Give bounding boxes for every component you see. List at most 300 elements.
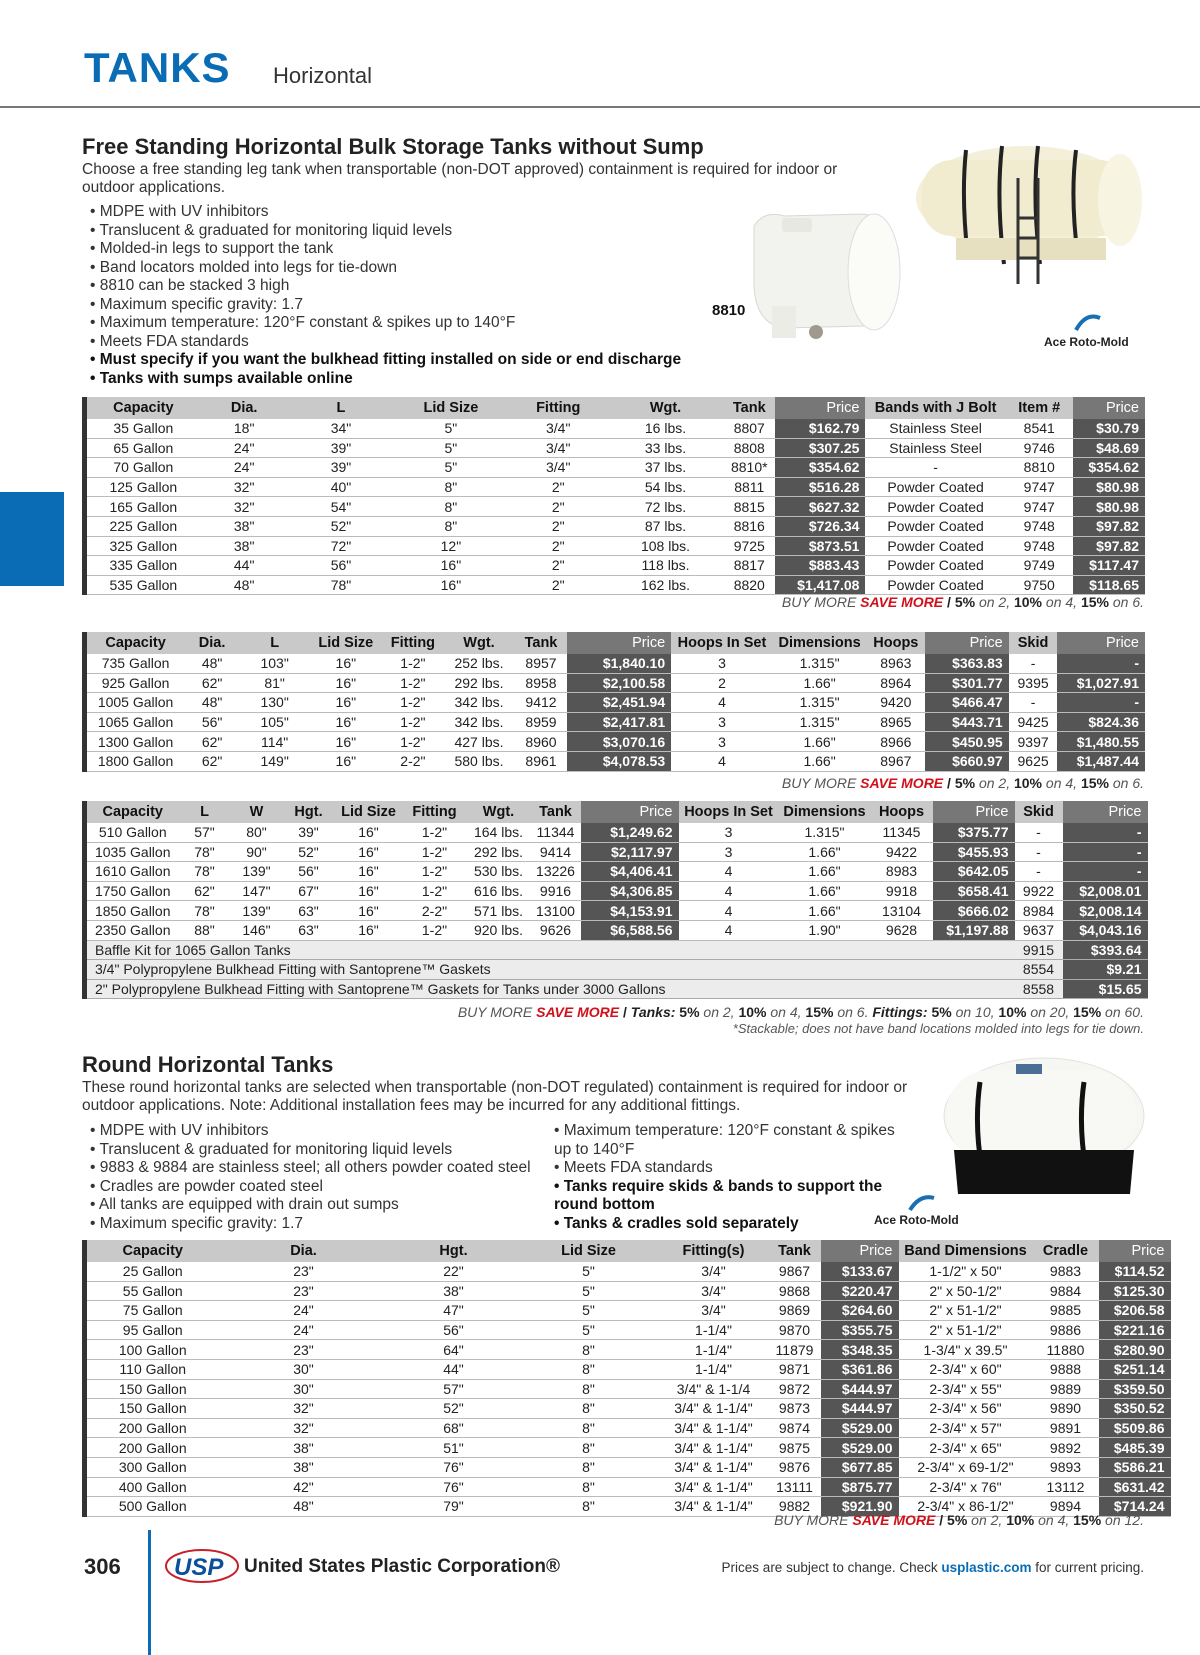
ace-roto-mold-logo-2 xyxy=(870,1192,980,1237)
table-cell: 16" xyxy=(309,673,382,693)
table-cell: $280.90 xyxy=(1099,1340,1171,1360)
column-header: Hgt. xyxy=(389,1240,519,1262)
round-tank-price-table xyxy=(82,1240,1171,1517)
table-cell: 32" xyxy=(200,497,289,517)
table-cell: $307.25 xyxy=(775,438,865,458)
table-cell: $48.69 xyxy=(1073,438,1145,458)
table-cell: 9889 xyxy=(1033,1379,1099,1399)
table-cell: 8" xyxy=(519,1359,659,1379)
accessory-description: Baffle Kit for 1065 Gallon Tanks xyxy=(85,940,1015,960)
table-cell: $97.82 xyxy=(1073,516,1145,536)
pricing-note: Prices are subject to change. Check usplastic.com for current pricing. xyxy=(721,1560,1144,1575)
table-cell: $133.67 xyxy=(821,1262,899,1281)
list-item: • Band locators molded into legs for tie-down xyxy=(90,259,942,278)
table-cell: $2,451.94 xyxy=(567,693,671,713)
table-cell: 95 Gallon xyxy=(85,1320,219,1340)
table-cell: 62" xyxy=(179,881,231,901)
table-cell: 1-3/4" x 39.5" xyxy=(899,1340,1033,1360)
table-cell: $375.77 xyxy=(933,823,1015,842)
table-cell: $30.79 xyxy=(1073,419,1145,438)
table-cell: $97.82 xyxy=(1073,536,1145,556)
column-header: Tank xyxy=(769,1240,821,1262)
table-cell: 1-2" xyxy=(403,920,467,940)
table-row xyxy=(85,842,1148,862)
table-cell: 3/4" & 1-1/4" xyxy=(659,1457,769,1477)
table-cell: 114" xyxy=(240,732,309,752)
table-row xyxy=(85,1399,1171,1419)
table-cell: 1.66" xyxy=(779,881,871,901)
table-cell: 72" xyxy=(289,536,394,556)
table-cell: 9871 xyxy=(769,1359,821,1379)
table-cell: Powder Coated xyxy=(865,477,1005,497)
table-cell: 9875 xyxy=(769,1438,821,1458)
table-cell: $726.34 xyxy=(775,516,865,536)
table-cell: 16" xyxy=(335,881,403,901)
table-cell: $348.35 xyxy=(821,1340,899,1360)
column-header: Capacity xyxy=(85,397,200,419)
table-cell: 1035 Gallon xyxy=(85,842,179,862)
table-cell: 90" xyxy=(231,842,283,862)
table-cell: 2" x 50-1/2" xyxy=(899,1281,1033,1301)
table-cell: $1,249.62 xyxy=(581,823,679,842)
table-cell: 2-3/4" x 76" xyxy=(899,1477,1033,1497)
table-cell: 8984 xyxy=(1015,901,1063,921)
column-header: Dia. xyxy=(184,632,240,654)
column-header: Wgt. xyxy=(608,397,723,419)
table-cell: 3/4" xyxy=(659,1281,769,1301)
table-cell: 292 lbs. xyxy=(467,842,531,862)
table-cell: 37 lbs. xyxy=(608,458,723,478)
table-cell: 12" xyxy=(393,536,508,556)
table-cell: 24" xyxy=(219,1301,389,1321)
table-cell: 2" x 51-1/2" xyxy=(899,1320,1033,1340)
table-cell: 16" xyxy=(335,901,403,921)
table-cell: $363.83 xyxy=(925,654,1008,673)
list-item: • Maximum temperature: 120°F constant & spikes up to 140°F xyxy=(554,1122,914,1159)
hoop-tank-price-table xyxy=(82,632,1145,772)
table-row xyxy=(85,1340,1171,1360)
table-cell: 38" xyxy=(389,1281,519,1301)
table-cell: $627.32 xyxy=(775,497,865,517)
table-header-row xyxy=(85,801,1148,823)
column-header: Capacity xyxy=(85,1240,219,1262)
table-cell: - xyxy=(1063,823,1148,842)
table-cell: 30" xyxy=(219,1379,389,1399)
table-row xyxy=(85,497,1146,517)
table-cell: 2" xyxy=(508,477,607,497)
table-cell: 78" xyxy=(289,575,394,595)
table-row xyxy=(85,862,1148,882)
list-item: • All tanks are equipped with drain out sumps xyxy=(90,1196,560,1215)
table-cell: - xyxy=(1009,654,1058,673)
table-cell: 81" xyxy=(240,673,309,693)
column-header: Lid Size xyxy=(519,1240,659,1262)
logo-text: Ace Roto-Mold xyxy=(1044,335,1129,349)
ace-roto-mold-logo xyxy=(1036,310,1146,359)
accessory-price: $393.64 xyxy=(1063,940,1148,960)
section-tab-marker xyxy=(0,492,64,586)
website-link[interactable]: usplastic.com xyxy=(941,1560,1032,1575)
table-cell: 8959 xyxy=(515,712,568,732)
table-cell: 8965 xyxy=(866,712,925,732)
table-cell: $220.47 xyxy=(821,1281,899,1301)
tank-8810-label: 8810 xyxy=(712,302,746,319)
accessory-row xyxy=(85,979,1148,999)
table-cell: $125.30 xyxy=(1099,1281,1171,1301)
table-cell: 2-3/4" x 57" xyxy=(899,1418,1033,1438)
table-cell: $1,417.08 xyxy=(775,575,865,595)
table-cell: 3/4" & 1-1/4" xyxy=(659,1438,769,1458)
table-cell: 67" xyxy=(283,881,335,901)
table-cell: 34" xyxy=(289,419,394,438)
table-cell: 139" xyxy=(231,862,283,882)
table-cell: Powder Coated xyxy=(865,516,1005,536)
column-header: Lid Size xyxy=(393,397,508,419)
table-cell: 8957 xyxy=(515,654,568,673)
table-cell: $466.47 xyxy=(925,693,1008,713)
table-cell: 342 lbs. xyxy=(443,712,514,732)
table-cell: 54" xyxy=(289,497,394,517)
stackable-footnote: *Stackable; does not have band locations molded into legs for tie down. xyxy=(732,1021,1144,1036)
table-cell: 1850 Gallon xyxy=(85,901,179,921)
table-cell: 38" xyxy=(200,516,289,536)
table-cell: 571 lbs. xyxy=(467,901,531,921)
table-cell: 16" xyxy=(393,575,508,595)
table-cell: 75 Gallon xyxy=(85,1301,219,1321)
table-cell: 78" xyxy=(179,901,231,921)
table-cell: 9397 xyxy=(1009,732,1058,752)
table-cell: 1-1/2" x 50" xyxy=(899,1262,1033,1281)
table-cell: 13100 xyxy=(531,901,581,921)
horizontal-leg-tank-image xyxy=(906,138,1146,288)
table-cell: 2350 Gallon xyxy=(85,920,179,940)
column-header: Capacity xyxy=(85,801,179,823)
table-cell: $2,417.81 xyxy=(567,712,671,732)
table-cell: 16" xyxy=(309,732,382,752)
table-row xyxy=(85,1438,1171,1458)
table-cell: 510 Gallon xyxy=(85,823,179,842)
table-cell: 39" xyxy=(289,458,394,478)
table-cell: 16" xyxy=(309,693,382,713)
table-cell: 8963 xyxy=(866,654,925,673)
logo-text: Ace Roto-Mold xyxy=(874,1213,959,1227)
table-cell: 11880 xyxy=(1033,1340,1099,1360)
table-cell: 9725 xyxy=(723,536,775,556)
table-cell: $444.97 xyxy=(821,1399,899,1419)
table-cell: 8808 xyxy=(723,438,775,458)
table-cell: 2" xyxy=(508,536,607,556)
table-cell: 9882 xyxy=(769,1497,821,1517)
column-header: Price xyxy=(775,397,865,419)
column-header: Dia. xyxy=(200,397,289,419)
table-cell: $354.62 xyxy=(775,458,865,478)
table-cell: 8820 xyxy=(723,575,775,595)
table-row xyxy=(85,654,1146,673)
leg-tank-price-table xyxy=(82,397,1145,595)
table-cell: 335 Gallon xyxy=(85,556,200,576)
table-header-row xyxy=(85,632,1146,654)
table-cell: 44" xyxy=(389,1359,519,1379)
table-cell: 3 xyxy=(679,823,779,842)
table-cell: 342 lbs. xyxy=(443,693,514,713)
table-row xyxy=(85,901,1148,921)
column-header: L xyxy=(289,397,394,419)
table-cell: 9888 xyxy=(1033,1359,1099,1379)
table-cell: 400 Gallon xyxy=(85,1477,219,1497)
column-header: L xyxy=(179,801,231,823)
table-cell: 8983 xyxy=(871,862,933,882)
table-cell: 8961 xyxy=(515,751,568,771)
table-cell: 35 Gallon xyxy=(85,419,200,438)
table-cell: - xyxy=(1057,693,1145,713)
table-cell: 164 lbs. xyxy=(467,823,531,842)
table-cell: 139" xyxy=(231,901,283,921)
accessory-description: 3/4" Polypropylene Bulkhead Fitting with Santoprene™ Gaskets xyxy=(85,960,1015,980)
table-cell: - xyxy=(1063,842,1148,862)
column-header: Lid Size xyxy=(335,801,403,823)
table-cell: $714.24 xyxy=(1099,1497,1171,1517)
table-cell: 8810 xyxy=(1006,458,1073,478)
table-cell: 105" xyxy=(240,712,309,732)
table-cell: 8" xyxy=(519,1457,659,1477)
column-header: Hgt. xyxy=(283,801,335,823)
table-cell: 9746 xyxy=(1006,438,1073,458)
column-header: Tank xyxy=(531,801,581,823)
table-row xyxy=(85,1320,1171,1340)
section-title: Round Horizontal Tanks xyxy=(82,1052,334,1077)
table-cell: 1.66" xyxy=(773,751,867,771)
table-cell: $359.50 xyxy=(1099,1379,1171,1399)
table-cell: $631.42 xyxy=(1099,1477,1171,1497)
promo-line-1: BUY MORE SAVE MORE / 5% on 2, 10% on 4, 15% on 6. xyxy=(781,594,1144,610)
table-cell: $921.90 xyxy=(821,1497,899,1517)
table-cell: 52" xyxy=(283,842,335,862)
table-cell: - xyxy=(865,458,1005,478)
table-cell: 735 Gallon xyxy=(85,654,185,673)
table-cell: 9625 xyxy=(1009,751,1058,771)
table-cell: 3/4" & 1-1/4" xyxy=(659,1399,769,1419)
list-item: • Tanks & cradles sold separately xyxy=(554,1215,914,1234)
table-cell: 23" xyxy=(219,1262,389,1281)
table-cell: 9872 xyxy=(769,1379,821,1399)
table-cell: 9916 xyxy=(531,881,581,901)
table-row xyxy=(85,556,1146,576)
table-cell: 87 lbs. xyxy=(608,516,723,536)
table-cell: 13226 xyxy=(531,862,581,882)
table-cell: $642.05 xyxy=(933,862,1015,882)
feature-list-right xyxy=(554,1122,914,1233)
table-cell: 8" xyxy=(393,497,508,517)
column-header: Band Dimensions xyxy=(899,1240,1033,1262)
table-cell: 2" xyxy=(508,575,607,595)
column-header: Fitting(s) xyxy=(659,1240,769,1262)
table-cell: 5" xyxy=(393,419,508,438)
table-cell: $883.43 xyxy=(775,556,865,576)
section-title: Free Standing Horizontal Bulk Storage Tanks without Sump xyxy=(82,134,704,159)
table-cell: 2-3/4" x 86-1/2" xyxy=(899,1497,1033,1517)
table-cell: 1-2" xyxy=(403,881,467,901)
table-cell: 9874 xyxy=(769,1418,821,1438)
column-header: Fitting xyxy=(403,801,467,823)
table-cell: 9395 xyxy=(1009,673,1058,693)
column-header: Capacity xyxy=(85,632,185,654)
table-cell: 9412 xyxy=(515,693,568,713)
table-row xyxy=(85,1301,1171,1321)
table-cell: 44" xyxy=(200,556,289,576)
table-cell: 8817 xyxy=(723,556,775,576)
table-cell: 292 lbs. xyxy=(443,673,514,693)
table-cell: 8807 xyxy=(723,419,775,438)
column-header: Hoops xyxy=(866,632,925,654)
table-cell: - xyxy=(1009,693,1058,713)
table-cell: 8" xyxy=(393,516,508,536)
table-cell: 65 Gallon xyxy=(85,438,200,458)
column-header: Wgt. xyxy=(467,801,531,823)
table-cell: 8" xyxy=(519,1399,659,1419)
column-header: Price xyxy=(1073,397,1145,419)
column-header: Fitting xyxy=(508,397,607,419)
promo-line-4: BUY MORE SAVE MORE / 5% on 2, 10% on 4, 15% on 12. xyxy=(774,1512,1144,1528)
table-cell: 325 Gallon xyxy=(85,536,200,556)
table-cell: $1,197.88 xyxy=(933,920,1015,940)
table-cell: 16" xyxy=(309,712,382,732)
table-cell: $677.85 xyxy=(821,1457,899,1477)
table-cell: 76" xyxy=(389,1477,519,1497)
list-item: • 8810 can be stacked 3 high xyxy=(90,277,942,296)
table-cell: 3/4" xyxy=(508,438,607,458)
table-cell: $529.00 xyxy=(821,1438,899,1458)
table-cell: 9628 xyxy=(871,920,933,940)
table-cell: 3/4" & 1-1/4 xyxy=(659,1379,769,1399)
column-header: Price xyxy=(933,801,1015,823)
table-cell: $114.52 xyxy=(1099,1262,1171,1281)
table-cell: 56" xyxy=(283,862,335,882)
table-cell: 4 xyxy=(679,881,779,901)
table-cell: 33 lbs. xyxy=(608,438,723,458)
table-cell: 9747 xyxy=(1006,497,1073,517)
company-name: United States Plastic Corporation® xyxy=(244,1556,560,1577)
table-cell: Stainless Steel xyxy=(865,438,1005,458)
column-header: Wgt. xyxy=(443,632,514,654)
table-cell: $3,070.16 xyxy=(567,732,671,752)
table-cell: 56" xyxy=(184,712,240,732)
table-cell: 9893 xyxy=(1033,1457,1099,1477)
table-cell: 4 xyxy=(671,751,773,771)
table-cell: 8960 xyxy=(515,732,568,752)
table-row xyxy=(85,575,1146,595)
table-cell: 13111 xyxy=(769,1477,821,1497)
table-cell: 62" xyxy=(184,751,240,771)
table-cell: $1,480.55 xyxy=(1057,732,1145,752)
table-cell: 8958 xyxy=(515,673,568,693)
table-cell: $264.60 xyxy=(821,1301,899,1321)
table-cell: 1.315" xyxy=(773,693,867,713)
table-cell: 1005 Gallon xyxy=(85,693,185,713)
table-cell: 1750 Gallon xyxy=(85,881,179,901)
table-cell: 51" xyxy=(389,1438,519,1458)
feature-list-left xyxy=(90,1122,560,1233)
table-cell: 3/4" xyxy=(508,419,607,438)
table-cell: 62" xyxy=(184,673,240,693)
table-cell: 125 Gallon xyxy=(85,477,200,497)
table-cell: $450.95 xyxy=(925,732,1008,752)
table-cell: $2,008.01 xyxy=(1063,881,1148,901)
table-cell: 23" xyxy=(219,1340,389,1360)
table-cell: 2-3/4" x 65" xyxy=(899,1438,1033,1458)
column-header: Skid xyxy=(1015,801,1063,823)
column-header: Price xyxy=(1099,1240,1171,1262)
accessory-item-number: 8554 xyxy=(1015,960,1063,980)
table-cell: Powder Coated xyxy=(865,536,1005,556)
list-item: • MDPE with UV inhibitors xyxy=(90,1122,560,1141)
table-cell: 3 xyxy=(671,732,773,752)
table-cell: 9873 xyxy=(769,1399,821,1419)
column-header: Hoops In Set xyxy=(671,632,773,654)
table-cell: 2" xyxy=(508,497,607,517)
table-cell: 1-2" xyxy=(403,842,467,862)
column-header: Price xyxy=(581,801,679,823)
table-cell: 580 lbs. xyxy=(443,751,514,771)
table-cell: 9869 xyxy=(769,1301,821,1321)
column-header: Hoops In Set xyxy=(679,801,779,823)
table-cell: 4 xyxy=(671,693,773,713)
table-cell: 11879 xyxy=(769,1340,821,1360)
table-cell: 24" xyxy=(200,438,289,458)
table-cell: 2" xyxy=(508,516,607,536)
table-cell: 2" xyxy=(508,556,607,576)
accessory-row xyxy=(85,940,1148,960)
table-cell: 8816 xyxy=(723,516,775,536)
table-cell: 13104 xyxy=(871,901,933,921)
table-row xyxy=(85,1281,1171,1301)
table-cell: 56" xyxy=(389,1320,519,1340)
table-cell: $355.75 xyxy=(821,1320,899,1340)
page-subtitle: Horizontal xyxy=(273,63,373,88)
table-cell: 9891 xyxy=(1033,1418,1099,1438)
table-cell: 62" xyxy=(184,732,240,752)
accessory-item-number: 8558 xyxy=(1015,979,1063,999)
table-cell: 24" xyxy=(200,458,289,478)
table-cell: 5" xyxy=(519,1281,659,1301)
page-title: TANKS xyxy=(84,44,231,91)
table-cell: $2,100.58 xyxy=(567,673,671,693)
table-cell: 48" xyxy=(184,693,240,713)
table-cell: 5" xyxy=(519,1301,659,1321)
table-cell: 530 lbs. xyxy=(467,862,531,882)
table-cell: 76" xyxy=(389,1457,519,1477)
table-cell: 300 Gallon xyxy=(85,1457,219,1477)
table-cell: 1-2" xyxy=(382,673,443,693)
table-cell: Powder Coated xyxy=(865,497,1005,517)
table-cell: 1.66" xyxy=(779,862,871,882)
column-header: Item # xyxy=(1006,397,1073,419)
table-cell: 16" xyxy=(335,862,403,882)
table-cell: 149" xyxy=(240,751,309,771)
table-cell: $516.28 xyxy=(775,477,865,497)
table-cell: $6,588.56 xyxy=(581,920,679,940)
table-cell: $1,840.10 xyxy=(567,654,671,673)
table-cell: 8964 xyxy=(866,673,925,693)
list-item: • Meets FDA standards xyxy=(90,333,942,352)
table-cell: $4,043.16 xyxy=(1063,920,1148,940)
table-row xyxy=(85,712,1146,732)
table-cell: 1-1/4" xyxy=(659,1340,769,1360)
table-cell: 25 Gallon xyxy=(85,1262,219,1281)
table-row xyxy=(85,920,1148,940)
column-header: Dimensions xyxy=(773,632,867,654)
table-cell: 110 Gallon xyxy=(85,1359,219,1379)
table-cell: 130" xyxy=(240,693,309,713)
